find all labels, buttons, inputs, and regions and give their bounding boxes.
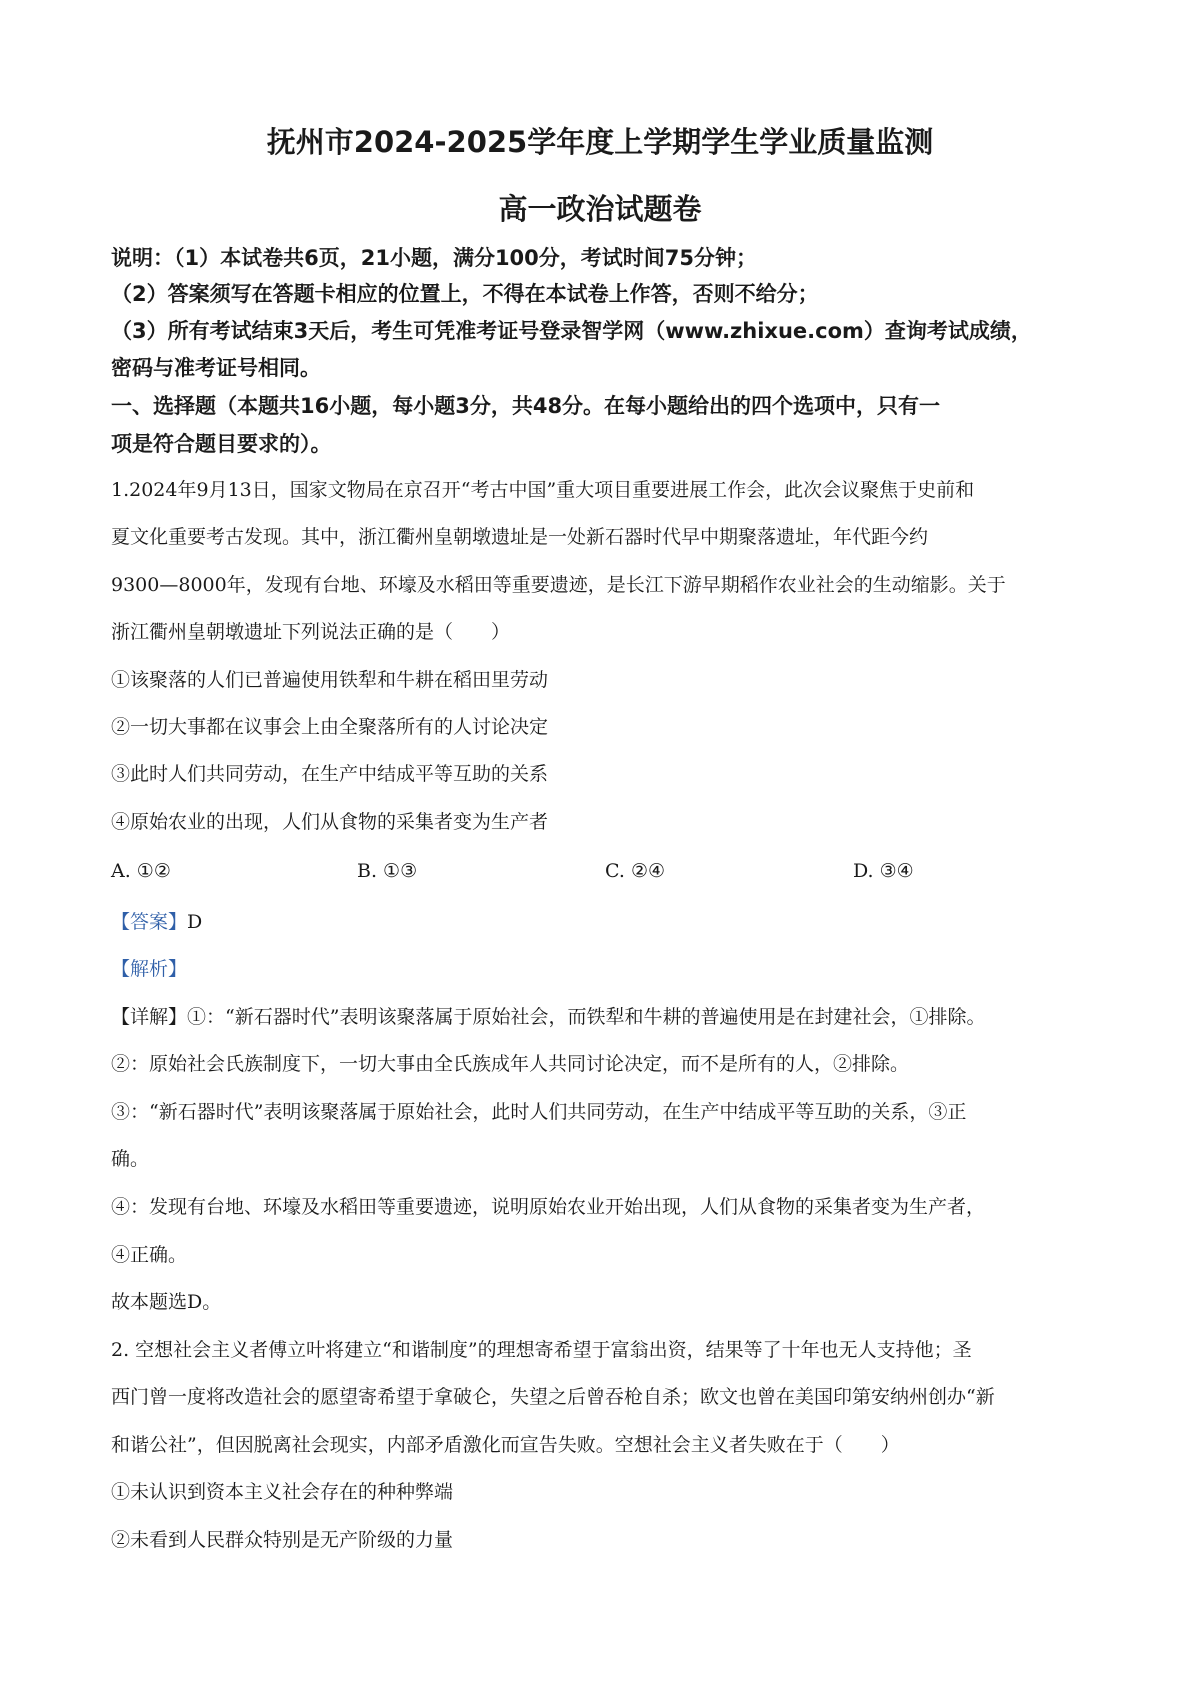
analysis-label: 【解析】 [111,958,188,980]
q1-item-1: ①该聚落的人们已普遍使用铁犁和牛耕在稻田里劳动 [111,669,549,691]
q1-detail-line-3: ③：“新石器时代”表明该聚落属于原始社会，此时人们共同劳动，在生产中结成平等互助的关系，③正 [111,1101,967,1123]
q2-item-1: ①未认识到资本主义社会存在的种种弊端 [111,1481,454,1503]
section-header-line-1: 一、选择题（本题共16小题，每小题3分，共48分。在每小题给出的四个选项中，只有一 [111,394,941,418]
answer-value: D [187,911,203,933]
instruction-line-1: 说明：（1）本试卷共6页，21小题，满分100分，考试时间75分钟； [111,246,758,270]
q1-stem-line-4: 浙江衢州皇朝墩遗址下列说法正确的是（ ） [111,621,511,643]
instruction-line-2: （2）答案须写在答题卡相应的位置上，不得在本试卷上作答，否则不给分； [111,282,819,306]
q1-option-b: B. ①③ [357,860,418,882]
page-subtitle: 高一政治试题卷 [498,192,702,226]
q1-detail-line-4: 确。 [111,1148,150,1170]
instruction-line-4: 密码与准考证号相同。 [111,356,321,380]
q2-item-2: ②未看到人民群众特别是无产阶级的力量 [111,1529,454,1551]
q1-option-c: C. ②④ [605,860,666,882]
page-title: 抚州市2024-2025学年度上学期学生学业质量监测 [266,125,934,159]
q1-detail-line-1: 【详解】①：“新石器时代”表明该聚落属于原始社会，而铁犁和牛耕的普遍使用是在封建社会，①排除。 [111,1006,986,1028]
q1-item-2: ②一切大事都在议事会上由全聚落所有的人讨论决定 [111,716,549,738]
q1-stem-line-2: 夏文化重要考古发现。其中，浙江衢州皇朝墩遗址是一处新石器时代早中期聚落遗址，年代距今约 [111,526,929,548]
section-header-line-2: 项是符合题目要求的）。 [111,432,332,456]
q1-detail-line-2: ②：原始社会氏族制度下，一切大事由全氏族成年人共同讨论决定，而不是所有的人，②排除。 [111,1053,910,1075]
q2-stem-line-3: 和谐公社”，但因脱离社会现实，内部矛盾激化而宣告失败。空想社会主义者失败在于（ ） [111,1434,900,1456]
q1-option-a: A. ①② [111,860,171,882]
q1-detail-line-5: ④：发现有台地、环壕及水稻田等重要遗迹，说明原始农业开始出现，人们从食物的采集者变为生产者， [111,1196,986,1218]
instruction-line-3: （3）所有考试结束3天后，考生可凭准考证号登录智学网（www.zhixue.com）查询考试成绩， [111,319,1032,343]
q2-stem-line-2: 西门曾一度将改造社会的愿望寄希望于拿破仑，失望之后曾吞枪自杀；欧文也曾在美国印第安纳州创办“新 [111,1386,995,1408]
q1-detail-line-7: 故本题选D。 [111,1291,222,1313]
q1-item-3: ③此时人们共同劳动，在生产中结成平等互助的关系 [111,763,549,785]
q1-stem-line-1: 1.2024年9月13日，国家文物局在京召开“考古中国”重大项目重要进展工作会，此次会议聚焦于史前和 [111,479,975,501]
q1-answer-line [111,907,202,934]
q1-option-d: D. ③④ [853,860,914,882]
q1-item-4: ④原始农业的出现，人们从食物的采集者变为生产者 [111,811,549,833]
q2-stem-line-1: 2. 空想社会主义者傅立叶将建立“和谐制度”的理想寄希望于富翁出资，结果等了十年也无人支持他；圣 [111,1339,972,1361]
q1-stem-line-3: 9300—8000年，发现有台地、环壕及水稻田等重要遗迹，是长江下游早期稻作农业社会的生动缩影。关于 [111,574,1006,596]
answer-label: 【答案】 [111,911,188,933]
detail-label: 【详解】 [111,1006,188,1028]
q1-detail-line-6: ④正确。 [111,1244,188,1266]
